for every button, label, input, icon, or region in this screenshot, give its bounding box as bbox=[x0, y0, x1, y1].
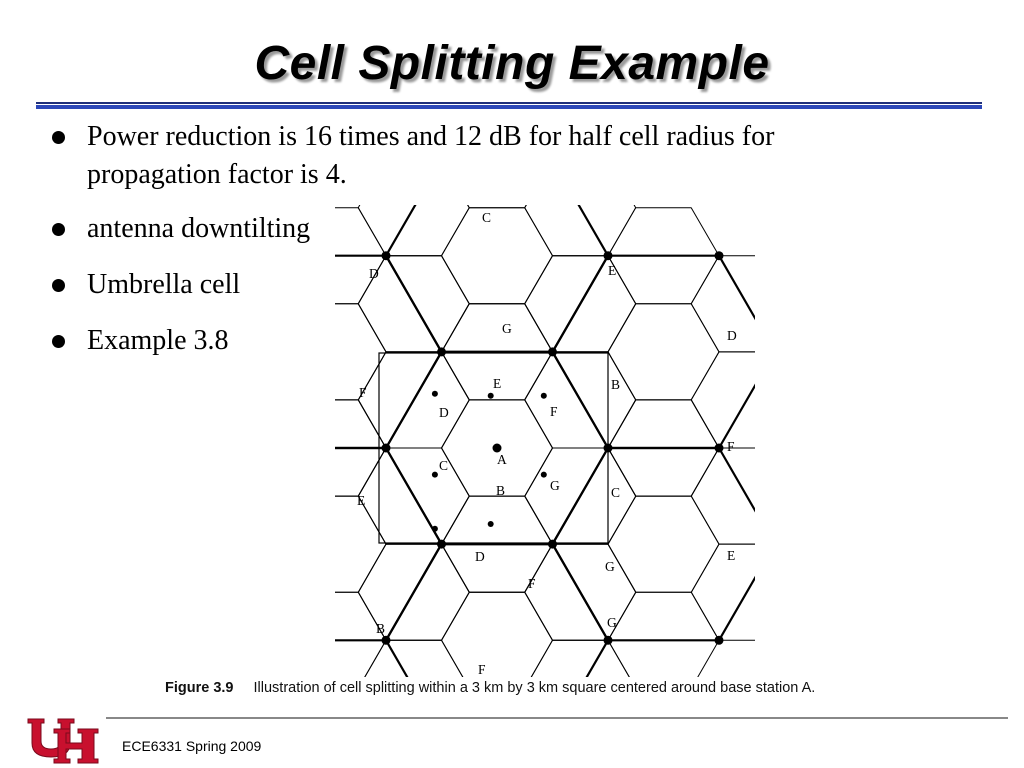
base-station-dot bbox=[382, 251, 391, 260]
bullet-text: propagation factor is 4. bbox=[87, 159, 347, 190]
small-station-dot bbox=[432, 391, 438, 397]
station-label: E bbox=[357, 493, 366, 508]
station-label: F bbox=[359, 385, 367, 400]
station-label: F bbox=[478, 662, 486, 677]
small-cell-hex bbox=[691, 544, 755, 640]
footer-rule bbox=[106, 717, 1008, 719]
bullet-dot-icon bbox=[52, 335, 65, 348]
station-label: B bbox=[611, 377, 621, 392]
base-station-dot bbox=[604, 444, 613, 453]
base-station-dot bbox=[715, 251, 724, 260]
small-station-dot bbox=[541, 393, 547, 399]
bullet-text: antenna downtilting bbox=[87, 213, 311, 244]
base-station-dot bbox=[604, 251, 613, 260]
base-station-dot bbox=[715, 444, 724, 453]
base-station-dot bbox=[715, 636, 724, 645]
station-label: D bbox=[727, 328, 737, 343]
small-cell-hex bbox=[608, 592, 719, 677]
base-station-dot bbox=[382, 444, 391, 453]
large-cell-hex bbox=[386, 205, 608, 352]
small-cell-hex bbox=[442, 208, 553, 304]
small-cell-hex bbox=[442, 205, 553, 208]
bullet-text: Power reduction is 16 times and 12 dB for half cell radius for bbox=[87, 121, 775, 152]
station-label: E bbox=[727, 548, 736, 563]
small-station-dot bbox=[432, 526, 438, 532]
uh-logo-icon bbox=[24, 713, 102, 767]
small-cell-hex bbox=[608, 304, 719, 400]
base-station-dot bbox=[604, 636, 613, 645]
small-cell-hex bbox=[358, 205, 469, 256]
station-label: D bbox=[475, 549, 485, 564]
small-cell-hex bbox=[525, 205, 636, 256]
station-label: D bbox=[439, 405, 449, 420]
station-label: A bbox=[497, 452, 507, 467]
title-rule-main bbox=[36, 105, 982, 109]
bullet-text: Example 3.8 bbox=[87, 325, 229, 356]
base-station-dot bbox=[382, 636, 391, 645]
small-station-dot bbox=[488, 521, 494, 527]
small-cell-hex bbox=[691, 448, 755, 544]
cell-splitting-diagram bbox=[335, 205, 755, 677]
station-label: B bbox=[496, 483, 506, 498]
bullet-dot-icon bbox=[52, 279, 65, 292]
small-cell-hex bbox=[691, 352, 755, 448]
station-label: F bbox=[550, 404, 558, 419]
figure-caption bbox=[165, 680, 815, 696]
station-label: C bbox=[611, 485, 621, 500]
base-station-dot bbox=[437, 347, 446, 356]
small-cell-hex bbox=[608, 496, 719, 592]
station-label: E bbox=[608, 263, 617, 278]
station-label: D bbox=[369, 266, 379, 281]
station-label: G bbox=[550, 478, 560, 493]
station-label: F bbox=[727, 439, 735, 454]
station-label: G bbox=[607, 615, 617, 630]
base-station-labels bbox=[357, 210, 737, 677]
small-cell-hex bbox=[335, 496, 386, 592]
bullet-dot-icon bbox=[52, 131, 65, 144]
title-rule-top bbox=[36, 102, 982, 104]
station-label: G bbox=[502, 321, 512, 336]
small-station-dot bbox=[432, 472, 438, 478]
small-station-dot bbox=[488, 393, 494, 399]
bullet-dot-icon bbox=[52, 223, 65, 236]
small-station-dot bbox=[541, 472, 547, 478]
bullet-text: Umbrella cell bbox=[87, 269, 241, 300]
base-station-dot bbox=[548, 540, 557, 549]
large-cell-hex bbox=[386, 544, 608, 677]
footer-course: ECE6331 Spring 2009 bbox=[122, 738, 262, 754]
bullet-item bbox=[50, 118, 950, 194]
small-cell-hex bbox=[525, 640, 636, 677]
large-cell-grid bbox=[335, 205, 755, 677]
station-label: G bbox=[605, 559, 615, 574]
station-label: E bbox=[493, 376, 502, 391]
base-station-dot bbox=[437, 540, 446, 549]
small-cell-hex bbox=[691, 256, 755, 352]
station-label: C bbox=[439, 458, 449, 473]
station-label: B bbox=[376, 621, 386, 636]
base-station-dot bbox=[548, 347, 557, 356]
small-cell-hex bbox=[442, 592, 553, 677]
station-label: F bbox=[528, 576, 536, 591]
figure-label: Figure 3.9 bbox=[165, 680, 234, 696]
station-label: C bbox=[482, 210, 492, 225]
slide-title: Cell Splitting Example bbox=[254, 37, 770, 90]
figure-caption-text: Illustration of cell splitting within a 3 km by 3 km square centered around base station A. bbox=[253, 680, 816, 696]
